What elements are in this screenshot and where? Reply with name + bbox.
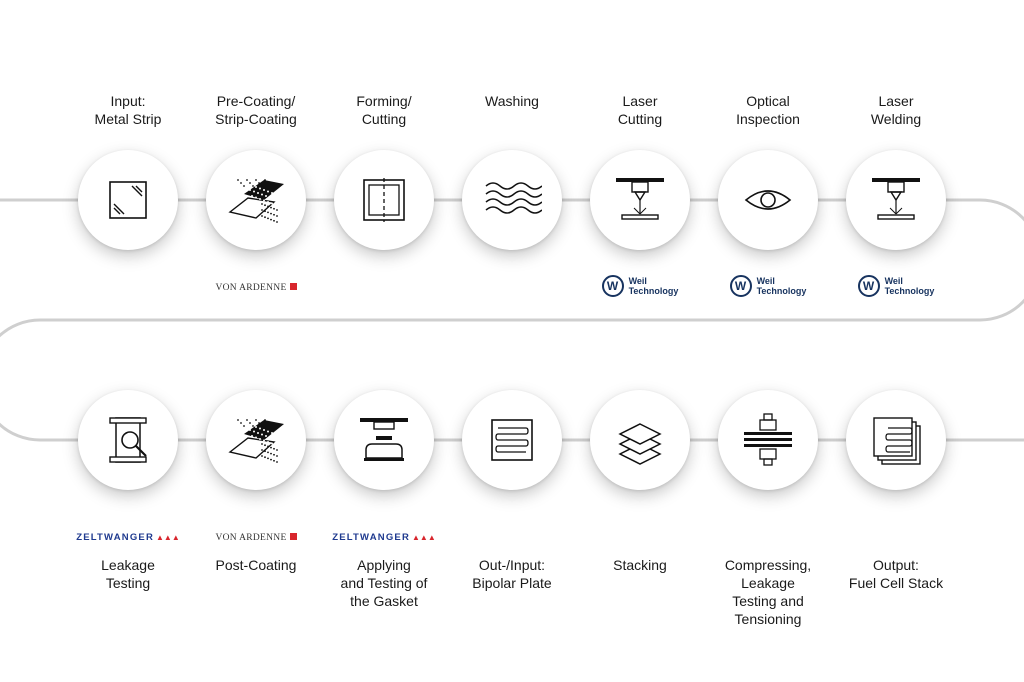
step-circle <box>206 150 306 250</box>
stack-icon <box>610 410 670 470</box>
step-circle <box>718 150 818 250</box>
press-icon <box>738 410 798 470</box>
step-label: Laser Cutting <box>617 93 663 127</box>
coating-icon <box>226 410 286 470</box>
step-label: Laser Welding <box>870 93 922 127</box>
step-circle <box>78 390 178 490</box>
step-circle <box>846 390 946 490</box>
square-glass-icon <box>98 170 158 230</box>
partner-logo <box>320 527 448 545</box>
coating-icon <box>226 170 286 230</box>
step-label: Out-/Input: Bipolar Plate <box>472 557 552 591</box>
step-circle <box>334 390 434 490</box>
von-ardenne-logo: VON ARDENNE <box>215 283 296 293</box>
zeltwanger-logo: ZELTWANGER ▲▲▲ <box>76 532 180 543</box>
step-label: Leakage Testing <box>101 557 155 591</box>
step-label: Applying and Testing of the Gasket <box>340 557 428 609</box>
step-circle <box>462 390 562 490</box>
fuel-cell-stack-icon <box>866 410 926 470</box>
weil-technology-logo: W Weil Technology <box>730 275 807 297</box>
partner-logo <box>704 275 832 297</box>
step-label: Washing <box>485 93 539 109</box>
step-label: Compressing, Leakage Testing and Tensioning <box>724 557 812 627</box>
step-label: Pre-Coating/ Strip-Coating <box>215 93 297 127</box>
step-label: Post-Coating <box>215 557 297 573</box>
laser-icon <box>610 170 670 230</box>
waves-icon <box>482 170 542 230</box>
step-circle <box>846 150 946 250</box>
laser-icon <box>866 170 926 230</box>
step-label: Optical Inspection <box>736 93 800 127</box>
partner-logo <box>576 275 704 297</box>
step-label: Forming/ Cutting <box>356 93 412 127</box>
partner-logo <box>832 275 960 297</box>
partner-logo <box>64 527 192 545</box>
step-circle <box>590 390 690 490</box>
bipolar-plate-icon <box>482 410 542 470</box>
partner-logo <box>192 277 320 295</box>
step-circle <box>334 150 434 250</box>
eye-icon <box>738 170 798 230</box>
step-label: Input: Metal Strip <box>94 93 162 127</box>
von-ardenne-logo: VON ARDENNE <box>215 533 296 543</box>
step-circle <box>206 390 306 490</box>
step-label: Output: Fuel Cell Stack <box>848 557 944 591</box>
step-circle <box>718 390 818 490</box>
forming-icon <box>354 170 414 230</box>
weil-technology-logo: W Weil Technology <box>858 275 935 297</box>
step-label: Stacking <box>613 557 667 573</box>
step-circle <box>590 150 690 250</box>
leak-test-icon <box>98 410 158 470</box>
weil-technology-logo: W Weil Technology <box>602 275 679 297</box>
step-circle <box>78 150 178 250</box>
partner-logo <box>192 527 320 545</box>
step-circle <box>462 150 562 250</box>
zeltwanger-logo: ZELTWANGER ▲▲▲ <box>332 532 436 543</box>
gasket-icon <box>354 410 414 470</box>
